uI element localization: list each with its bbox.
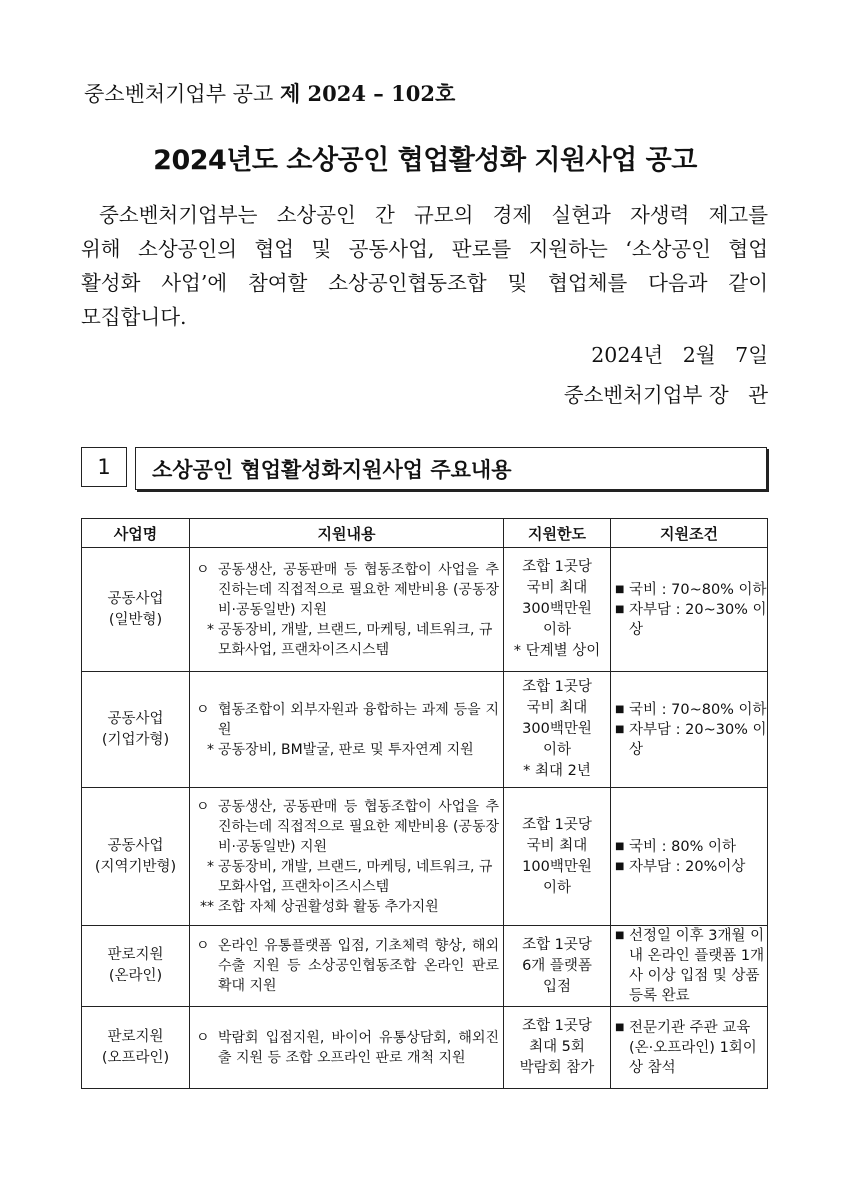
condition-text: 선정일 이후 3개월 이내 온라인 플랫폼 1개사 이상 입점 및 상품등록 완료 — [629, 928, 765, 1004]
cell-name — [82, 926, 190, 1007]
content-item — [194, 936, 499, 996]
intro-line: 위해 소상공인의 협업 및 공동사업, 판로를 지원하는 ‘소상공인 협업 — [81, 237, 768, 261]
bullet-mark: ㅇ — [196, 701, 210, 718]
cell-content — [190, 672, 504, 788]
table-row — [82, 788, 768, 926]
content-item — [194, 1028, 499, 1068]
cell-name — [82, 672, 190, 788]
condition-item — [615, 700, 767, 720]
cell-name-line: (오프라인) — [101, 1049, 170, 1066]
condition-text: 자부담 : 20~30% 이상 — [629, 601, 767, 638]
header-limit: 지원한도 — [504, 519, 611, 548]
condition-item — [615, 926, 767, 1006]
cell-content — [190, 788, 504, 926]
header-name: 사업명 — [82, 519, 190, 548]
condition-item — [615, 837, 767, 857]
square-bullet-icon: ■ — [615, 860, 625, 872]
cell-name-line: 공동사업 — [107, 837, 164, 854]
content-subitem — [194, 857, 499, 897]
square-bullet-icon: ■ — [615, 930, 625, 941]
table-row — [82, 672, 768, 788]
notice-number-value: 제 2024 – 102호 — [279, 81, 456, 106]
content-item — [194, 797, 499, 857]
content-text: 공동생산, 공동판매 등 협동조합이 사업을 추진하는데 직접적으로 필요한 제반비용 (공동장비·공동일반) 지원 — [218, 561, 499, 618]
content-text: 공동장비, BM발굴, 판로 및 투자연계 지원 — [218, 741, 474, 758]
condition-text: 국비 : 70~80% 이하 — [629, 701, 767, 718]
condition-text: 국비 : 80% 이하 — [629, 838, 736, 855]
cell-limit-line: 조합 1곳당 — [522, 559, 592, 575]
cell-conditions — [611, 788, 768, 926]
condition-text: 자부담 : 20~30% 이상 — [629, 721, 767, 758]
intro-line: 활성화 사업’에 참여할 소상공인협동조합 및 협업체를 다음과 같이 — [81, 271, 768, 295]
condition-item — [615, 580, 767, 600]
condition-item — [615, 857, 767, 877]
cell-limit-line: 입점 — [542, 978, 571, 995]
intro-line: 모집합니다. — [81, 305, 187, 329]
table-row — [82, 926, 768, 1007]
cell-limit-line: 이하 — [542, 742, 571, 758]
cell-limit-line: 100백만원 — [522, 858, 592, 875]
cell-name-line: (지역기반형) — [94, 858, 177, 875]
cell-conditions — [611, 1007, 768, 1089]
condition-item — [615, 1018, 767, 1078]
bullet-mark: * — [207, 741, 214, 758]
bullet-mark: * — [207, 621, 214, 638]
cell-limit-line: 300백만원 — [522, 721, 592, 737]
table-header-row — [82, 519, 768, 548]
cell-limit-line: * 최대 2년 — [523, 763, 591, 779]
issuer: 중소벤처기업부 장 관 — [563, 383, 768, 407]
table-row — [82, 1007, 768, 1089]
notice-ministry: 중소벤처기업부 공고 — [84, 82, 274, 106]
cell-content — [190, 548, 504, 672]
content-item — [194, 700, 499, 740]
cell-name — [82, 548, 190, 672]
cell-conditions — [611, 548, 768, 672]
cell-limit — [504, 788, 611, 926]
condition-text: 자부담 : 20%이상 — [629, 858, 746, 875]
cell-limit — [504, 1007, 611, 1089]
cell-limit-line: 최대 5회 — [529, 1039, 585, 1055]
square-bullet-icon: ■ — [615, 1021, 625, 1033]
cell-name-line: (기업가형) — [101, 731, 170, 748]
cell-limit-line: 조합 1곳당 — [522, 1018, 592, 1034]
header-conditions: 지원조건 — [611, 519, 768, 548]
condition-text: 전문기관 주관 교육(온·오프라인) 1회이상 참석 — [629, 1019, 757, 1076]
cell-conditions — [611, 926, 768, 1007]
square-bullet-icon: ■ — [615, 703, 625, 715]
cell-limit-line: 조합 1곳당 — [522, 679, 592, 695]
cell-name-line: (일반형) — [108, 611, 163, 628]
content-text: 조합 자체 상권활성화 활동 추가지원 — [218, 898, 439, 915]
cell-name-line: (온라인) — [108, 968, 163, 984]
content-item — [194, 560, 499, 620]
cell-limit-line: 이하 — [542, 622, 571, 638]
cell-limit-line: 조합 1곳당 — [522, 936, 592, 953]
square-bullet-icon: ■ — [615, 583, 625, 595]
bullet-mark: * — [207, 858, 214, 875]
cell-limit — [504, 548, 611, 672]
cell-limit-line: 국비 최대 — [526, 837, 588, 854]
cell-name-line: 공동사업 — [107, 590, 164, 607]
content-text: 공동생산, 공동판매 등 협동조합이 사업을 추진하는데 직접적으로 필요한 제반비용 (공동장비·공동일반) 지원 — [218, 798, 499, 855]
bullet-mark: ㅇ — [196, 938, 210, 954]
announcement-date: 2024년 2월 7일 — [591, 343, 768, 367]
square-bullet-icon: ■ — [615, 603, 625, 615]
cell-limit-line: 국비 최대 — [526, 700, 588, 716]
cell-limit-line: 이하 — [542, 879, 571, 896]
condition-item — [615, 720, 767, 760]
cell-name — [82, 788, 190, 926]
bullet-mark: ㅇ — [196, 1029, 210, 1046]
cell-name — [82, 1007, 190, 1089]
square-bullet-icon: ■ — [615, 840, 625, 852]
cell-content — [190, 926, 504, 1007]
cell-limit-line: 300백만원 — [522, 601, 592, 617]
content-text: 온라인 유통플랫폼 입점, 기초체력 향상, 해외수출 지원 등 소상공인협동조합 온라인 판로 확대 지원 — [218, 938, 499, 994]
cell-content — [190, 1007, 504, 1089]
condition-item — [615, 600, 767, 640]
support-table — [81, 518, 768, 1089]
section-title: 소상공인 협업활성화지원사업 주요내용 — [135, 447, 767, 490]
section-number: 1 — [81, 447, 127, 487]
content-text: 박람회 입점지원, 바이어 유통상담회, 해외진출 지원 등 조합 오프라인 판로 개척 지원 — [218, 1029, 499, 1066]
page-title: 2024년도 소상공인 협업활성화 지원사업 공고 — [153, 145, 697, 176]
cell-limit-line: 박람회 참가 — [519, 1060, 595, 1076]
bullet-mark: ㅇ — [196, 798, 210, 815]
cell-name-line: 판로지원 — [107, 947, 164, 963]
intro-line: 중소벤처기업부는 소상공인 간 규모의 경제 실현과 자생력 제고를 — [99, 203, 768, 227]
cell-limit — [504, 926, 611, 1007]
content-text: 협동조합이 외부자원과 융합하는 과제 등을 지원 — [218, 701, 499, 738]
cell-conditions — [611, 672, 768, 788]
table-row — [82, 548, 768, 672]
bullet-mark: ** — [200, 898, 214, 915]
condition-text: 국비 : 70~80% 이하 — [629, 581, 767, 598]
cell-limit-line: 6개 플랫폼 — [522, 957, 592, 974]
square-bullet-icon: ■ — [615, 723, 625, 735]
cell-limit-line: * 단계별 상이 — [513, 643, 601, 659]
content-text: 공동장비, 개발, 브랜드, 마케팅, 네트워크, 규모화사업, 프랜차이즈시스템 — [218, 858, 493, 895]
bullet-mark: ㅇ — [196, 561, 210, 578]
content-subitem — [194, 897, 499, 917]
cell-name-line: 공동사업 — [107, 710, 164, 727]
cell-limit-line: 국비 최대 — [526, 580, 588, 596]
content-subitem — [194, 740, 499, 760]
cell-name-line: 판로지원 — [107, 1028, 164, 1045]
cell-limit-line: 조합 1곳당 — [522, 816, 592, 833]
cell-limit — [504, 672, 611, 788]
content-subitem — [194, 620, 499, 660]
content-text: 공동장비, 개발, 브랜드, 마케팅, 네트워크, 규모화사업, 프랜차이즈시스템 — [218, 621, 493, 658]
header-content: 지원내용 — [190, 519, 504, 548]
notice-number — [84, 78, 455, 108]
